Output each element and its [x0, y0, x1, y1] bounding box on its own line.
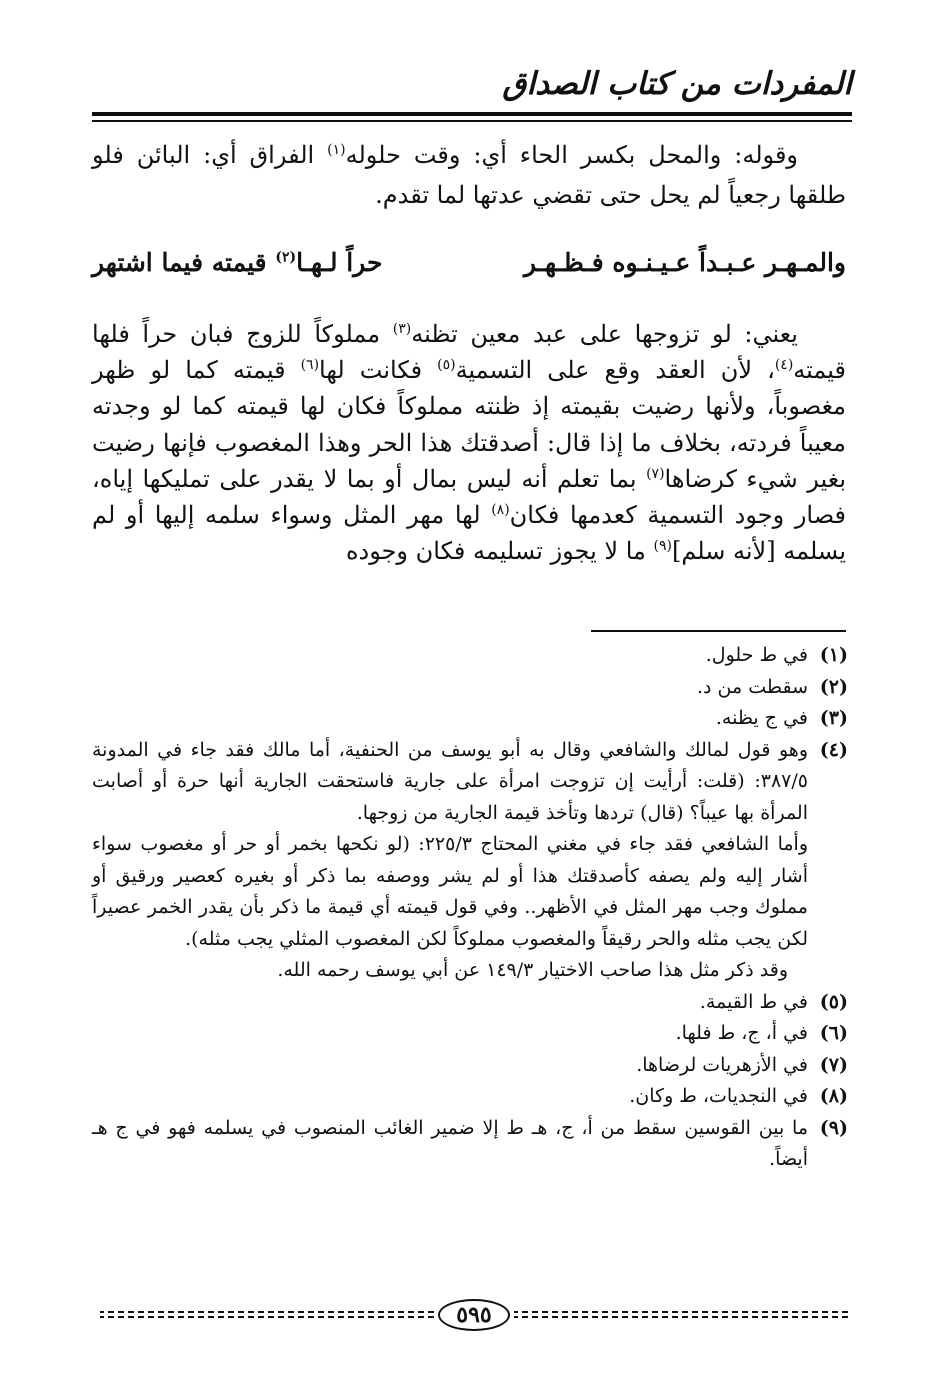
- explanation-text-3: ، لأن العقد وقع على التسمية: [455, 356, 775, 385]
- verse-hemistich-second-b: قيمته فيما اشتهر: [92, 248, 276, 277]
- footnote-number: (٤): [819, 738, 848, 761]
- verse-hemistich-second-a: حراً لـهـا: [296, 248, 383, 277]
- page-header: [92, 62, 852, 106]
- explanation-text-1: يعني: لو تزوجها على عبد معين تظنه: [411, 320, 798, 348]
- footnote-text: في الأزهريات لرضاها.: [636, 1053, 808, 1076]
- footnote-separator: [591, 630, 846, 632]
- footnote-4-continuation: وأما الشافعي فقد جاء في مغني المحتاج ٢٢٥/٣: (لو نكحها بخمر أو حر أو مغصوب سواء أشار إليه ولم يصفه كأصدقتك هذا أو لم يشر ووصفه بما ذكر أو بغيره كعصير ورقيق أو مملوك وجب مهر المثل في الأظهر.. وفي قول قيمته أي قيمة ما ذكر بأن يقدر الخمر عصيراً لكن يجب مثله والحر رقيقاً والمغصوب مملوكاً لكن المغصوب المثلي يجب مثله).: [92, 833, 808, 950]
- footnote-item: [92, 1081, 848, 1113]
- footnote-item: [92, 1050, 848, 1082]
- footnote-ref-3: (٣): [392, 321, 412, 337]
- footnote-item: [92, 703, 848, 735]
- intro-text-2: الفراق أي: البائن فلو طلقها رجعياً لم يحل حتى تقضي عدتها لما تقدم.: [92, 141, 846, 209]
- footnote-item: [92, 987, 848, 1019]
- footnote-item: [92, 672, 848, 704]
- page-number: ٥٩٥: [438, 1299, 509, 1331]
- explanation-text-6: بما تعلم أنه ليس بمال أو بما لا يقدر على تمليكها إياه، فصار وجود التسمية كعدمها فكان: [92, 464, 847, 530]
- footnote-number: (٣): [819, 707, 848, 729]
- page-footer: [100, 1297, 848, 1333]
- footnote-ref-8: (٨): [491, 502, 510, 519]
- header-rule-thin: [92, 120, 852, 122]
- footnote-item: [92, 640, 848, 672]
- poem-verse: [92, 248, 846, 277]
- footnote-item: [92, 735, 848, 830]
- header-rule-thick: [92, 112, 852, 116]
- footnote-number: (٦): [819, 1022, 848, 1044]
- footnote-text: في ط حلول.: [705, 644, 808, 666]
- footnote-number: (٨): [819, 1085, 848, 1107]
- footnote-text: في ط القيمة.: [699, 990, 808, 1013]
- explanation-text-5: قيمته كما لو ظهر مغصوباً، ولأنها رضيت بقيمته إذ ظنته مملوكاً فكان لها قيمته كما لو وجدته معيباً فردته، بخلاف ما إذا قال: أصدقتك هذا الحر وهذا المغصوب فإنها رضيت بغير شيء كرضاها: [92, 356, 847, 493]
- verse-hemistich-first: والمـهـر عـبـداً عـيـنـوه فـظـهـر: [523, 248, 846, 277]
- footnote-4-continuation: وقد ذكر مثل هذا صاحب الاختيار ١٤٩/٣ عن أبي يوسف رحمه الله.: [277, 959, 788, 981]
- footnote-ref-1: (١): [327, 142, 346, 158]
- footnote-text: وهو قول لمالك والشافعي وقال به أبو يوسف من الحنفية، أما مالك فقد جاء في المدونة ٣٨٧/٥: (قلت: أرأيت إن تزوجت امرأة على جارية فاستحقت الجارية أنها حرة أو أصابت المرأة بها عيباً؟ (قال) تردها وتأخذ قيمة الجارية من زوجها.: [92, 738, 809, 824]
- footer-dashed-rule-left: [100, 1311, 434, 1319]
- footnote-ref-9: (٩): [653, 538, 672, 555]
- footnote-ref-6: (٦): [300, 357, 320, 374]
- footnote-text: ما بين القوسين سقط من أ، ج، هـ ط إلا ضمير الغائب المنصوب في يسلمه فهو في ج هـ أيضاً.: [92, 1116, 808, 1170]
- footnote-number: (٥): [819, 990, 848, 1013]
- footnote-ref-4: (٤): [774, 357, 794, 374]
- footnote-ref-5: (٥): [437, 357, 456, 374]
- explanation-text-8: ما لا يجوز تسليمه فكان وجوده: [345, 537, 654, 566]
- explanation-text-4: فكانت لها: [319, 356, 438, 385]
- footnote-number: (٩): [819, 1116, 848, 1139]
- intro-paragraph: [92, 136, 846, 215]
- footnote-number: (١): [819, 644, 848, 666]
- explanation-text-7: لها مهر المثل وسواء سلمه إليها أو لم يسلمه [لأنه سلم]: [92, 501, 846, 566]
- intro-text-1: وقوله: والمحل بكسر الحاء أي: وقت حلوله: [345, 141, 799, 169]
- footnote-number: (٧): [819, 1053, 848, 1076]
- footnote-ref-2: (٢): [275, 249, 297, 266]
- explanation-paragraph: [92, 316, 846, 569]
- footnote-text: سقطت من د.: [697, 675, 808, 698]
- footnotes: [92, 640, 848, 1176]
- footnote-text: في أ، ج، ط فلها.: [675, 1022, 808, 1044]
- footnote-text: في ج يظنه.: [715, 707, 808, 729]
- running-title: المفردات من كتاب الصداق: [502, 66, 852, 102]
- verse-hemistich-second: [92, 248, 382, 277]
- footnote-item: [92, 1113, 848, 1176]
- footnote-number: (٢): [819, 675, 848, 698]
- footnote-ref-7: (٧): [646, 465, 665, 482]
- footnote-item: [92, 1018, 848, 1050]
- explanation-text-2: مملوكاً للزوج فبان حراً فلها قيمته: [92, 320, 846, 385]
- footnote-text: في النجديات، ط وكان.: [629, 1085, 808, 1107]
- footer-dashed-rule-right: [514, 1311, 848, 1319]
